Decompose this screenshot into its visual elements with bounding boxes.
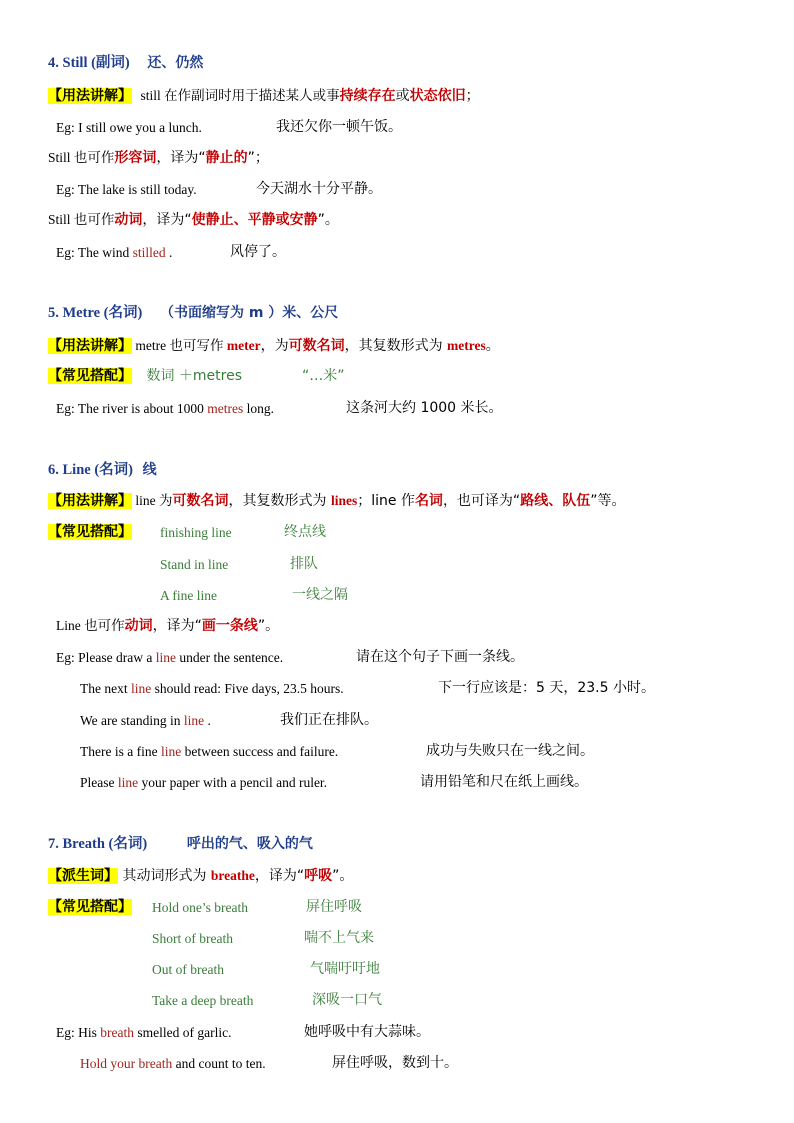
section-5-collocation-meaning: “…米” xyxy=(302,368,345,384)
section-4-usage: 【用法讲解】 still 在作副词时用于描述某人或事持续存在或状态依旧； xyxy=(48,88,480,104)
section-4-example-2-translation: 今天湖水十分平静。 xyxy=(256,181,382,197)
section-7-collocation-tag-row xyxy=(48,898,132,916)
section-4-example-1-translation: 我还欠你一顿午饭。 xyxy=(276,119,402,135)
section-6-example-1: Eg: Please draw a line under the sentence. xyxy=(56,650,284,665)
section-7-title: 7. Breath (名词) xyxy=(48,836,148,852)
section-6-example-3-translation: 我们正在排队。 xyxy=(280,712,378,728)
section-6-example-4: There is a fine line between success and failure. xyxy=(80,744,339,759)
section-7-example-2: Hold your breath and count to ten. xyxy=(80,1056,266,1071)
section-6-example-1-translation: 请在这个句子下画一条线。 xyxy=(356,649,524,665)
section-6-verb-note: Line 也可作动词，译为“画一条线”。 xyxy=(56,618,280,634)
section-5-heading xyxy=(48,304,338,322)
section-7-example-2-translation: 屏住呼吸，数到十。 xyxy=(332,1055,458,1071)
section-4-example-3-translation: 风停了。 xyxy=(230,244,286,260)
collocation-meaning: 屏住呼吸 xyxy=(306,899,362,915)
section-4-example-2: Eg: The lake is still today. xyxy=(56,182,197,197)
section-4-verb-note: Still 也可作动词，译为“使静止、平静或安静”。 xyxy=(48,212,339,228)
collocation-meaning: 终点线 xyxy=(284,524,326,540)
section-7-example-1: Eg: His breath smelled of garlic. xyxy=(56,1025,232,1040)
collocation-item: A fine line xyxy=(160,588,217,603)
section-5-usage: 【用法讲解】 metre 也可写作 meter，为可数名词，其复数形式为 metres。 xyxy=(48,338,500,354)
derivative-tag: 【派生词】 xyxy=(48,868,118,884)
section-4-adjective-note: Still 也可作形容词，译为“静止的”； xyxy=(48,150,269,166)
section-6-example-3: We are standing in line . xyxy=(80,713,211,728)
usage-tag: 【用法讲解】 xyxy=(48,88,132,104)
section-7-heading xyxy=(48,835,313,853)
collocation-meaning: 气喘吁吁地 xyxy=(310,961,380,977)
section-4-heading xyxy=(48,54,203,72)
section-5-meaning: （书面缩写为 m ）米、公尺 xyxy=(159,305,339,321)
collocation-item: Out of breath xyxy=(152,962,224,977)
section-6-example-2-translation: 下一行应该是：5 天，23.5 小时。 xyxy=(438,680,655,696)
section-6-usage: 【用法讲解】 line 为可数名词，其复数形式为 lines；line 作名词，也可译为“路线、队伍”等。 xyxy=(48,493,626,509)
section-4-example-3: Eg: The wind stilled . xyxy=(56,245,173,260)
collocation-tag: 【常见搭配】 xyxy=(48,368,132,384)
section-6-heading xyxy=(48,461,157,479)
section-7-derivative: 【派生词】 其动词形式为 breathe，译为“呼吸”。 xyxy=(48,868,354,884)
section-7-meaning: 呼出的气、吸入的气 xyxy=(186,836,313,852)
collocation-item: Stand in line xyxy=(160,557,229,572)
section-6-example-5-translation: 请用铅笔和尺在纸上画线。 xyxy=(420,774,588,790)
section-5-example-translation: 这条河大约 1000 米长。 xyxy=(346,400,503,416)
collocation-meaning: 排队 xyxy=(290,556,318,572)
section-6-title: 6. Line (名词) xyxy=(48,462,133,478)
section-6-meaning: 线 xyxy=(142,462,157,478)
section-5-example: Eg: The river is about 1000 metres long. xyxy=(56,401,274,416)
collocation-item: finishing line xyxy=(160,525,232,540)
collocation-meaning: 一线之隔 xyxy=(292,587,348,603)
collocation-tag: 【常见搭配】 xyxy=(48,524,132,540)
section-7-example-1-translation: 她呼吸中有大蒜味。 xyxy=(304,1024,430,1040)
usage-tag: 【用法讲解】 xyxy=(48,493,132,509)
section-4-title: 4. Still (副词) xyxy=(48,55,130,71)
collocation-meaning: 喘不上气来 xyxy=(304,930,374,946)
usage-tag: 【用法讲解】 xyxy=(48,338,132,354)
collocation-tag: 【常见搭配】 xyxy=(48,899,132,915)
section-5-collocation: 【常见搭配】 数词 ＋metres xyxy=(48,368,242,384)
section-4-meaning: 还、仍然 xyxy=(147,55,204,71)
section-6-collocation-tag-row xyxy=(48,523,132,541)
section-6-example-2: The next line should read: Five days, 23.5 hours. xyxy=(80,681,344,696)
collocation-item: Hold one’s breath xyxy=(152,900,248,915)
section-5-title: 5. Metre (名词) xyxy=(48,305,143,321)
section-6-example-4-translation: 成功与失败只在一线之间。 xyxy=(426,743,594,759)
collocation-item: Short of breath xyxy=(152,931,233,946)
section-4-example-1: Eg: I still owe you a lunch. xyxy=(56,120,202,135)
collocation-item: Take a deep breath xyxy=(152,993,254,1008)
collocation-meaning: 深吸一口气 xyxy=(312,992,382,1008)
section-6-example-5: Please line your paper with a pencil and ruler. xyxy=(80,775,328,790)
